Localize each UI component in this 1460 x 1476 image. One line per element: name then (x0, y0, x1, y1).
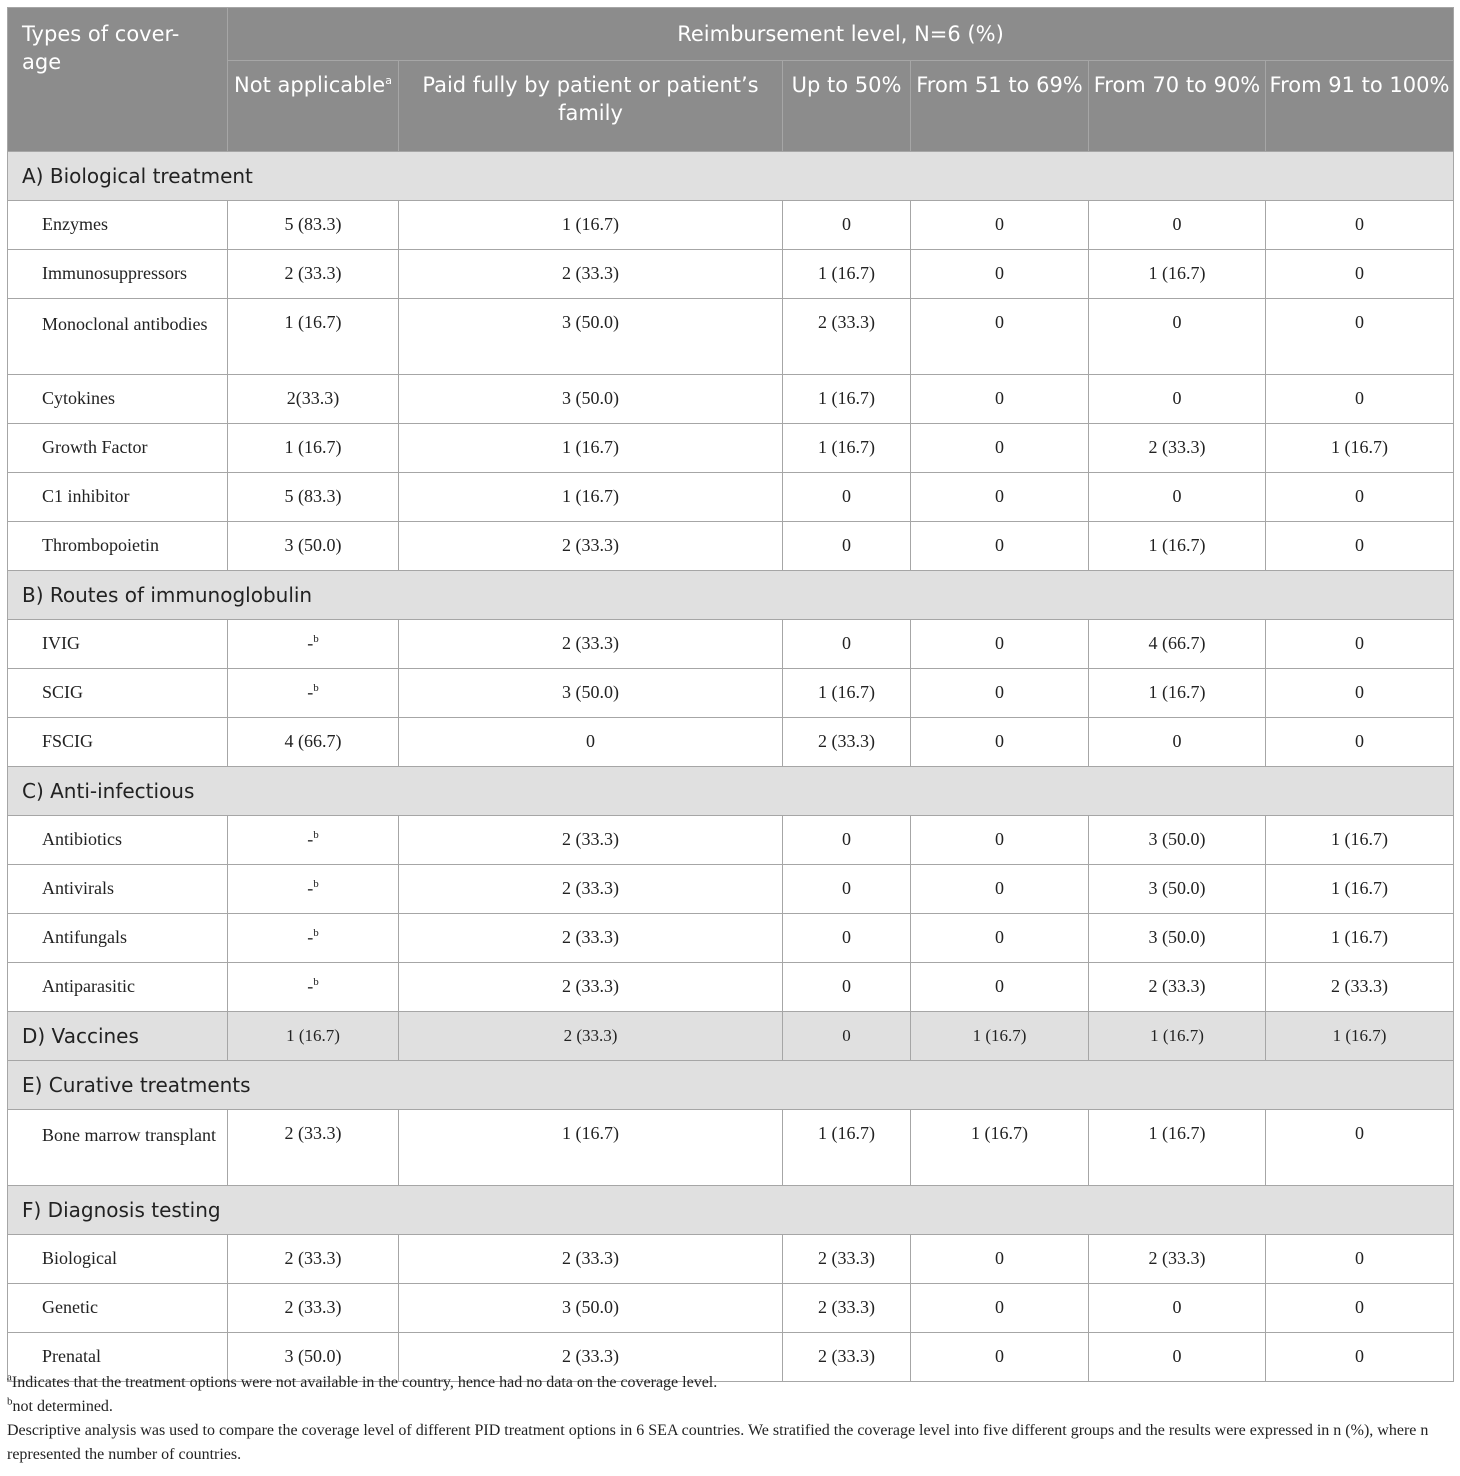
table-cell: 0 (783, 816, 911, 865)
reimbursement-table (7, 7, 1454, 1382)
table-cell: 0 (911, 865, 1089, 914)
section-title: A) Biological treatment (8, 152, 1454, 201)
row-label: Enzymes (8, 201, 228, 250)
table-cell: 2 (33.3) (399, 250, 783, 299)
table-cell: 1 (16.7) (228, 424, 399, 473)
table-row (8, 718, 1454, 767)
table-cell: 1 (16.7) (1266, 914, 1454, 963)
table-cell: 0 (1266, 1110, 1454, 1186)
table-cell: 0 (911, 473, 1089, 522)
column-header: From 51 to 69% (911, 61, 1089, 152)
table-cell: 0 (1266, 718, 1454, 767)
table-cell: 1 (16.7) (783, 375, 911, 424)
table-cell: 1 (16.7) (1266, 816, 1454, 865)
table-cell: 2 (33.3) (399, 522, 783, 571)
table-row (8, 522, 1454, 571)
table-cell: 0 (783, 522, 911, 571)
table-cell: 0 (1089, 299, 1266, 375)
table-row (8, 375, 1454, 424)
group-header: Reimbursement level, N=6 (%) (228, 8, 1454, 61)
table-row (8, 963, 1454, 1012)
table-cell: 3 (50.0) (399, 669, 783, 718)
table-cell: 2 (33.3) (1089, 424, 1266, 473)
table-row (8, 816, 1454, 865)
table-cell: -$^b$ (228, 865, 399, 914)
table-cell: -$^b$ (228, 620, 399, 669)
table-cell: 3 (50.0) (1089, 914, 1266, 963)
table-cell: 2 (33.3) (399, 865, 783, 914)
section-header-row (8, 1186, 1454, 1235)
table-cell: 1 (16.7) (1089, 1110, 1266, 1186)
table-cell: 2 (33.3) (783, 718, 911, 767)
table-cell: 1 (16.7) (783, 669, 911, 718)
table-cell: 2 (33.3) (399, 1333, 783, 1382)
row-label: Antibiotics (8, 816, 228, 865)
table-row (8, 865, 1454, 914)
table-cell: 0 (783, 914, 911, 963)
row-label: Genetic (8, 1284, 228, 1333)
table-cell: 0 (783, 620, 911, 669)
table-cell: 1 (16.7) (1266, 424, 1454, 473)
table-cell: 3 (50.0) (228, 522, 399, 571)
section-title: D) Vaccines (8, 1012, 228, 1061)
table-cell: 3 (50.0) (1089, 865, 1266, 914)
table-cell: 1 (16.7) (1089, 1012, 1266, 1061)
table-body (8, 152, 1454, 1382)
table-cell: 0 (1266, 250, 1454, 299)
section-header-row (8, 152, 1454, 201)
table-cell: 0 (911, 424, 1089, 473)
table-cell: 0 (783, 201, 911, 250)
table-row (8, 1235, 1454, 1284)
table-cell: 4 (66.7) (1089, 620, 1266, 669)
table-cell: 0 (1266, 1284, 1454, 1333)
table-cell: 0 (1266, 522, 1454, 571)
row-label: IVIG (8, 620, 228, 669)
table-cell: 0 (1089, 375, 1266, 424)
table-container (7, 7, 1453, 1382)
table-cell: 0 (783, 865, 911, 914)
table-cell: 0 (911, 250, 1089, 299)
table-cell: 0 (783, 963, 911, 1012)
row-label: Antivirals (8, 865, 228, 914)
table-cell: 2 (33.3) (228, 1284, 399, 1333)
table-cell: 1 (16.7) (783, 250, 911, 299)
table-cell: 0 (1266, 473, 1454, 522)
table-row (8, 914, 1454, 963)
table-row (8, 473, 1454, 522)
table-cell: 2 (33.3) (399, 620, 783, 669)
section-title: C) Anti-infectious (8, 767, 1454, 816)
table-cell: 0 (1089, 1284, 1266, 1333)
table-row (8, 299, 1454, 375)
row-label: FSCIG (8, 718, 228, 767)
table-cell: 1 (16.7) (783, 1110, 911, 1186)
table-cell: 0 (1266, 1235, 1454, 1284)
row-label: Growth Factor (8, 424, 228, 473)
footnote: Descriptive analysis was used to compare the coverage level of different PID treatment options in 6 SEA countries. We stratified the coverage level into five different groups and the results were expressed in n (%), where n represented the number of countries. (7, 1422, 1429, 1463)
corner-header: Types of cover-age (8, 8, 228, 152)
table-cell: 2 (33.3) (399, 963, 783, 1012)
row-label: Immunosuppressors (8, 250, 228, 299)
table-cell: 0 (911, 718, 1089, 767)
table-cell: 0 (1266, 620, 1454, 669)
column-header: Paid fully by patient or patient’s family (399, 61, 783, 152)
table-cell: 2(33.3) (228, 375, 399, 424)
section-title: F) Diagnosis testing (8, 1186, 1454, 1235)
row-label: Bone marrow transplant (8, 1110, 228, 1186)
section-title: B) Routes of immunoglobulin (8, 571, 1454, 620)
table-cell: 1 (16.7) (1089, 522, 1266, 571)
table-cell: -$^b$ (228, 914, 399, 963)
footnotes (7, 1371, 1453, 1467)
table-cell: 1 (16.7) (1089, 669, 1266, 718)
table-cell: 4 (66.7) (228, 718, 399, 767)
table-cell: 0 (1266, 299, 1454, 375)
table-cell: 0 (911, 1333, 1089, 1382)
row-label: SCIG (8, 669, 228, 718)
table-cell: 2 (33.3) (399, 914, 783, 963)
row-label: Cytokines (8, 375, 228, 424)
table-row (8, 669, 1454, 718)
table-cell: 1 (16.7) (228, 1012, 399, 1061)
column-header: From 70 to 90% (1089, 61, 1266, 152)
row-label: Antifungals (8, 914, 228, 963)
table-cell: 2 (33.3) (228, 1110, 399, 1186)
table-row (8, 250, 1454, 299)
table-cell: 2 (33.3) (783, 299, 911, 375)
table-cell: 0 (911, 375, 1089, 424)
table-cell: 2 (33.3) (1089, 1235, 1266, 1284)
table-cell: 5 (83.3) (228, 473, 399, 522)
table-row (8, 620, 1454, 669)
table-cell: 0 (1266, 669, 1454, 718)
table-cell: 0 (911, 963, 1089, 1012)
table-cell: 0 (783, 473, 911, 522)
table-cell: 3 (50.0) (399, 299, 783, 375)
table-cell: 1 (16.7) (1266, 1012, 1454, 1061)
table-cell: 0 (1266, 201, 1454, 250)
table-cell: 0 (911, 669, 1089, 718)
table-cell: 0 (911, 201, 1089, 250)
row-label: Antiparasitic (8, 963, 228, 1012)
table-cell: 1 (16.7) (1266, 865, 1454, 914)
table-cell: 0 (911, 914, 1089, 963)
table-cell: 1 (16.7) (228, 299, 399, 375)
table-cell: 5 (83.3) (228, 201, 399, 250)
section-header-row (8, 571, 1454, 620)
table-cell: 2 (33.3) (399, 1235, 783, 1284)
column-header: From 91 to 100% (1266, 61, 1454, 152)
table-cell: 2 (33.3) (783, 1235, 911, 1284)
footnote: $^a$Indicates that the treatment options were not available in the country, hence had no data on the coverage level. (7, 1371, 718, 1391)
table-row (8, 1110, 1454, 1186)
table-cell: 1 (16.7) (911, 1110, 1089, 1186)
table-cell: 1 (16.7) (399, 201, 783, 250)
table-row (8, 424, 1454, 473)
table-cell: 1 (16.7) (1089, 250, 1266, 299)
table-cell: -$^b$ (228, 816, 399, 865)
table-cell: 0 (783, 1012, 911, 1061)
table-cell: 2 (33.3) (783, 1284, 911, 1333)
vaccines-row (8, 1012, 1454, 1061)
table-cell: 0 (911, 299, 1089, 375)
table-cell: 1 (16.7) (399, 473, 783, 522)
table-cell: -$^b$ (228, 669, 399, 718)
table-cell: 0 (1089, 473, 1266, 522)
table-cell: 0 (1089, 1333, 1266, 1382)
table-cell: 3 (50.0) (1089, 816, 1266, 865)
table-cell: 2 (33.3) (399, 816, 783, 865)
footnote: $^b$not determined. (7, 1395, 113, 1415)
table-cell: 2 (33.3) (783, 1333, 911, 1382)
row-label: Monoclonal antibodies (8, 299, 228, 375)
column-header: Not applicable$^a$ (228, 61, 399, 152)
table-cell: 2 (33.3) (1266, 963, 1454, 1012)
table-cell: 2 (33.3) (228, 1235, 399, 1284)
table-cell: 0 (1266, 1333, 1454, 1382)
table-cell: 0 (399, 718, 783, 767)
section-header-row (8, 767, 1454, 816)
row-label: Prenatal (8, 1333, 228, 1382)
table-cell: 3 (50.0) (399, 375, 783, 424)
table-cell: 0 (911, 522, 1089, 571)
table-cell: 0 (911, 620, 1089, 669)
table-cell: 1 (16.7) (399, 1110, 783, 1186)
table-cell: 3 (50.0) (228, 1333, 399, 1382)
table-cell: 2 (33.3) (228, 250, 399, 299)
row-label: C1 inhibitor (8, 473, 228, 522)
table-cell: 1 (16.7) (911, 1012, 1089, 1061)
section-header-row (8, 1061, 1454, 1110)
table-row (8, 1284, 1454, 1333)
section-title: E) Curative treatments (8, 1061, 1454, 1110)
table-cell: 1 (16.7) (399, 424, 783, 473)
row-label: Biological (8, 1235, 228, 1284)
table-cell: 0 (911, 1284, 1089, 1333)
table-cell: 2 (33.3) (1089, 963, 1266, 1012)
table-cell: 1 (16.7) (783, 424, 911, 473)
table-cell: 0 (1266, 375, 1454, 424)
table-cell: -$^b$ (228, 963, 399, 1012)
table-cell: 3 (50.0) (399, 1284, 783, 1333)
table-cell: 0 (1089, 201, 1266, 250)
table-cell: 0 (911, 1235, 1089, 1284)
table-cell: 0 (1089, 718, 1266, 767)
table-row (8, 201, 1454, 250)
row-label: Thrombopoietin (8, 522, 228, 571)
table-cell: 0 (911, 816, 1089, 865)
column-header: Up to 50% (783, 61, 911, 152)
table-cell: 2 (33.3) (399, 1012, 783, 1061)
